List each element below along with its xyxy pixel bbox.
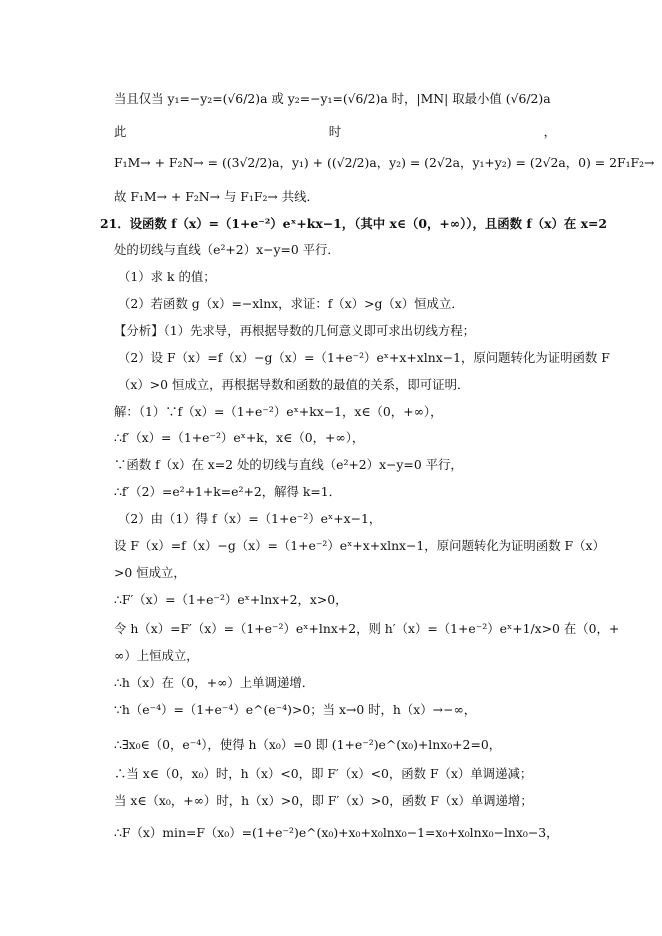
text-line: 令 h（x）=F′（x）=（1+e⁻²）eˣ+lnx+2，则 h′（x）=（1+e⁻²）eˣ+1/x>0 在（0，+ bbox=[114, 621, 620, 636]
text-line: （1）求 k 的值； bbox=[118, 269, 216, 284]
text-line: ∵h（e⁻⁴）=（1+e⁻⁴）e^(e⁻⁴)>0；当 x→0 时，h（x）→−∞， bbox=[114, 702, 477, 717]
text-line: >0 恒成立， bbox=[114, 565, 186, 580]
text-line: 当且仅当 y₁=−y₂=(√6/2)a 或 y₂=−y₁=(√6/2)a 时，|MN| 取最小值 (√6/2)a bbox=[114, 91, 551, 106]
text-line: 故 F₁M→ + F₂N→ 与 F₁F₂→ 共线． bbox=[114, 189, 319, 204]
solution-line: 解：（1）∵f（x）=（1+e⁻²）eˣ+kx−1，x∈（0，+∞）， bbox=[114, 404, 443, 419]
text-line: ∵函数 f（x）在 x=2 处的切线与直线（e²+2）x−y=0 平行， bbox=[114, 457, 463, 472]
text-line: ∴∃x₀∈（0，e⁻⁴），使得 h（x₀）=0 即 (1+e⁻²)e^(x₀)+lnx₀+2=0， bbox=[114, 737, 502, 752]
text-line: （x）>0 恒成立，再根据导数和函数的最值的关系，即可证明． bbox=[118, 377, 470, 392]
problem-heading: 21．设函数 f（x）=（1+e⁻²）eˣ+kx−1，（其中 x∈（0，+∞）），且函数 f（x）在 x=2 bbox=[100, 216, 607, 231]
text-line: （2）设 F（x）=f（x）−g（x）=（1+e⁻²）eˣ+x+xlnx−1，原问题转化为证明函数 F bbox=[118, 350, 610, 365]
split-text-line bbox=[114, 124, 556, 140]
text-line: ∴f′（2）=e²+1+k=e²+2，解得 k=1． bbox=[114, 484, 342, 499]
text-line: 当 x∈（x₀，+∞）时，h（x）>0，即 F′（x）>0，函数 F（x）单调递增； bbox=[114, 793, 533, 808]
text-line: （2）若函数 g（x）=−xlnx，求证：f（x）>g（x）恒成立． bbox=[118, 296, 464, 311]
text-line: （2）由（1）得 f（x）=（1+e⁻²）eˣ+x−1， bbox=[118, 511, 382, 526]
text-line: ∴当 x∈（0，x₀）时，h（x）<0，即 F′（x）<0，函数 F（x）单调递减； bbox=[114, 766, 533, 781]
text-line: F₁M→ + F₂N→ = ((3√2/2)a，y₁) + ((√2/2)a，y₂) = (2√2a，y₁+y₂) = (2√2a，0) = 2F₁F₂→ bbox=[114, 155, 655, 170]
text-line: ∴F′（x）=（1+e⁻²）eˣ+lnx+2，x>0， bbox=[114, 592, 348, 607]
text-line: ∞）上恒成立， bbox=[114, 648, 199, 663]
text-fragment: 此 bbox=[114, 124, 127, 139]
text-line: 处的切线与直线（e²+2）x−y=0 平行． bbox=[114, 242, 340, 257]
analysis-heading: 【分析】（1）先求导，再根据导数的几何意义即可求出切线方程； bbox=[114, 323, 476, 338]
text-line: ∴F（x）min=F（x₀）=(1+e⁻²)e^(x₀)+x₀+x₀lnx₀−1=x₀+x₀lnx₀−lnx₀−3， bbox=[114, 825, 559, 840]
text-line: 设 F（x）=f（x）−g（x）=（1+e⁻²）eˣ+x+xlnx−1，原问题转化为证明函数 F（x） bbox=[114, 538, 605, 553]
text-fragment: ， bbox=[543, 124, 556, 139]
text-line: ∴f′（x）=（1+e⁻²）eˣ+k，x∈（0，+∞）， bbox=[114, 430, 365, 445]
text-line: ∴h（x）在（0，+∞）上单调递增． bbox=[114, 675, 315, 690]
text-fragment: 时 bbox=[328, 124, 342, 139]
